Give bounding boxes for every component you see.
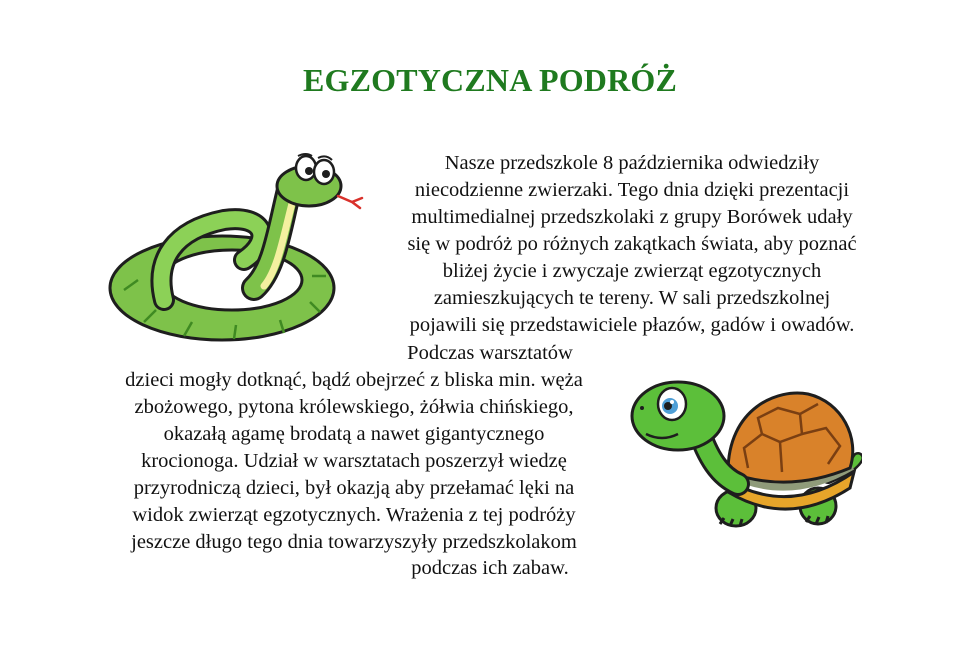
- text-line: zbożowego, pytona królewskiego, żółwia chińskiego,: [134, 396, 574, 418]
- text-line: podczas ich zabaw.: [411, 557, 569, 579]
- text-line: multimedialnej przedszkolaki z grupy Borówek udały: [411, 206, 853, 228]
- text-line: Podczas warsztatów: [407, 342, 573, 364]
- workshop-paragraph-end: [380, 555, 600, 582]
- text-line: zamieszkujących te tereny. W sali przedszkolnej: [433, 287, 831, 309]
- text-line: się w podróż po różnych zakątkach świata, aby poznać: [407, 233, 857, 255]
- text-line: krocionoga. Udział w warsztatach poszerzył wiedzę: [141, 450, 567, 472]
- intro-paragraph: [372, 150, 892, 339]
- text-line: pojawili się przedstawiciele płazów, gadów i owadów.: [409, 314, 855, 336]
- text-line: przyrodniczą dzieci, był okazją aby przełamać lęki na: [133, 477, 575, 499]
- workshop-paragraph-start: [360, 340, 620, 367]
- text-line: okazałą agamę brodatą a nawet gigantycznego: [163, 423, 545, 445]
- text-line: jeszcze długo tego dnia towarzyszyły przedszkolakom: [131, 531, 577, 553]
- snake-icon: [104, 150, 366, 346]
- turtle-icon: [628, 368, 862, 534]
- text-line: bliżej życie i zwyczaje zwierząt egzotycznych: [442, 260, 822, 282]
- text-line: Nasze przedszkole 8 października odwiedziły: [444, 152, 820, 174]
- workshop-paragraph: [82, 367, 626, 556]
- page-title: EGZOTYCZNA PODRÓŻ: [302, 62, 678, 98]
- text-line: niecodzienne zwierzaki. Tego dnia dzięki prezentacji: [414, 179, 850, 201]
- text-line: dzieci mogły dotknąć, bądź obejrzeć z bliska min. węża: [125, 369, 583, 391]
- text-line: widok zwierząt egzotycznych. Wrażenia z tej podróży: [132, 504, 576, 526]
